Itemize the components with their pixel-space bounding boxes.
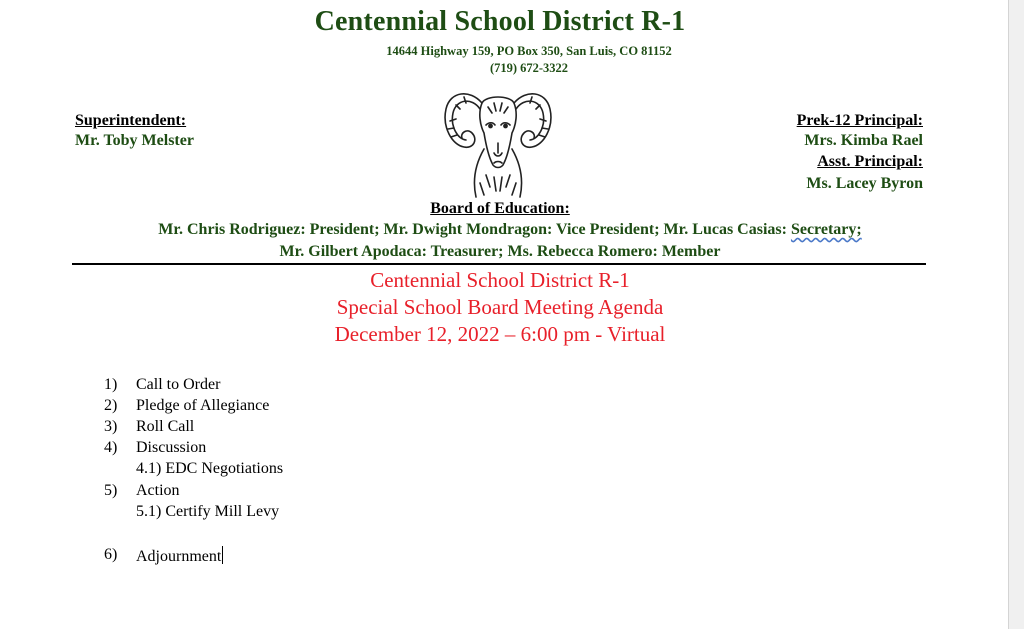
item-action: Action bbox=[136, 482, 180, 499]
item-adjournment: Adjournment bbox=[136, 548, 222, 565]
item-discussion: Discussion bbox=[136, 439, 207, 456]
superintendent-label: Superintendent: bbox=[75, 112, 187, 129]
list-item: 4) Discussion bbox=[104, 439, 207, 456]
principal-name: Mrs. Kimba Rael bbox=[804, 132, 923, 149]
district-title: Centennial School District R-1 bbox=[314, 6, 686, 37]
list-item bbox=[0, 503, 400, 525]
board-line-1 bbox=[0, 221, 1020, 239]
agenda-date: December 12, 2022 – 6:00 pm - Virtual bbox=[334, 322, 666, 346]
district-address: 14644 Highway 159, PO Box 350, San Luis, CO 81152 bbox=[386, 44, 672, 58]
item-certify-mill-levy: 5.1) Certify Mill Levy bbox=[136, 503, 280, 520]
board-members-1: Mr. Chris Rodriguez: President; Mr. Dwight Mondragon: Vice President; Mr. Lucas Casias: bbox=[158, 221, 791, 238]
superintendent-name: Mr. Toby Melster bbox=[75, 132, 194, 149]
board-line-2: Mr. Gilbert Apodaca: Treasurer; Ms. Rebecca Romero: Member bbox=[279, 243, 721, 260]
asst-principal-label: Asst. Principal: bbox=[817, 153, 923, 170]
item-edc-negotiations: 4.1) EDC Negotiations bbox=[136, 460, 284, 477]
agenda-meeting: Special School Board Meeting Agenda bbox=[336, 295, 664, 319]
agenda-district: Centennial School District R-1 bbox=[370, 268, 630, 292]
list-item bbox=[0, 460, 400, 482]
list-item: 3) Roll Call bbox=[104, 418, 195, 435]
vertical-scrollbar[interactable] bbox=[1009, 0, 1024, 629]
header-divider bbox=[72, 263, 926, 265]
text-cursor bbox=[222, 546, 223, 564]
ram-head-icon bbox=[442, 83, 554, 201]
asst-principal-name: Ms. Lacey Byron bbox=[806, 175, 923, 192]
secretary-word: Secretary; bbox=[790, 221, 862, 238]
item-call-to-order: Call to Order bbox=[136, 376, 221, 393]
item-roll-call: Roll Call bbox=[136, 418, 195, 435]
list-item: 1) Call to Order bbox=[104, 376, 221, 393]
list-item: 6) Adjournment bbox=[104, 546, 222, 565]
item-pledge: Pledge of Allegiance bbox=[136, 397, 270, 414]
district-phone: (719) 672-3322 bbox=[489, 61, 569, 75]
list-item: 2) Pledge of Allegiance bbox=[104, 397, 270, 414]
list-item: 5) Action bbox=[104, 482, 180, 499]
principal-label: Prek-12 Principal: bbox=[796, 112, 923, 129]
board-label: Board of Education: bbox=[430, 200, 570, 217]
